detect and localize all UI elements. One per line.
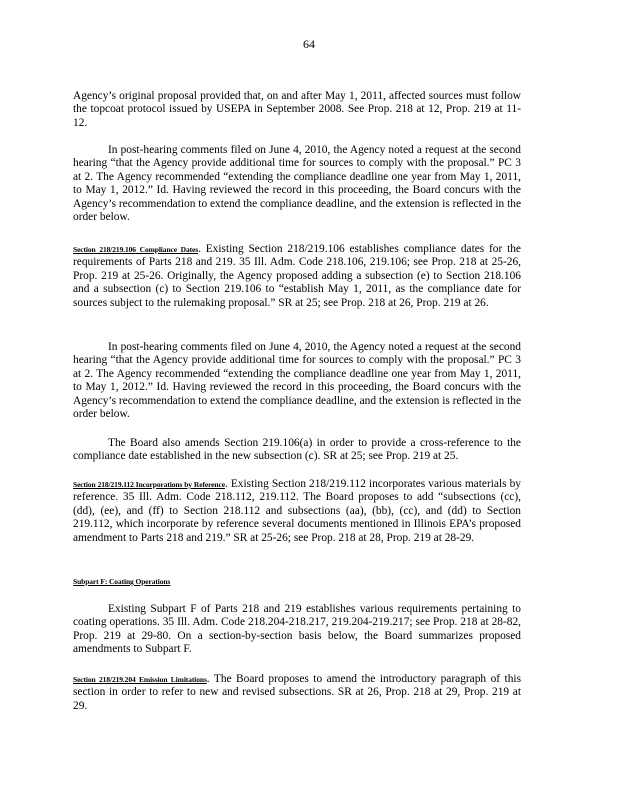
section-112-paragraph — [73, 478, 521, 545]
paragraph-3 — [73, 341, 521, 421]
paragraph-1 — [73, 90, 521, 130]
section-112-text: . Existing Section 218/219.112 incorporates various materials by reference. 35 Ill. Adm. Code 218.112, 219.112. The Board proposes to add “subsections (cc), (dd), (ee), and (ff) to Section 218.112 and subsections (aa), (bb), (cc), and (dd) to Section 219.112, which incorporate by reference several documents mentioned in Illinois EPA’s proposed amendment to Parts 218 and 219.” SR at 25-26; see Prop. 218 at 28, Prop. 219 at 28-29. — [73, 478, 521, 544]
section-112-heading: Section 218/219.112 Incorporations by Reference — [73, 480, 225, 489]
section-204-text: . The Board proposes to amend the introductory paragraph of this section in order to refer to new and revised subsections. SR at 26, Prop. 218 at 29, Prop. 219 at 29. — [73, 673, 521, 712]
paragraph-5-text: Existing Subpart F of Parts 218 and 219 establishes various requirements pertaining to coating operations. 35 Ill. Adm. Code 218.204-218.217, 219.204-219.217; see Prop. 218 at 28-82, Prop. 219 at 29-80. On a section-by-section basis below, the Board summarizes proposed amendments to Subpart F. — [73, 603, 521, 656]
section-204 — [73, 673, 521, 713]
section-204-heading: Section 218/219.204 Emission Limitations — [73, 675, 207, 684]
subpart-f-heading-line — [73, 575, 521, 588]
section-204-paragraph — [73, 673, 521, 713]
subpart-f — [73, 575, 521, 588]
section-112 — [73, 478, 521, 545]
paragraph-3-text: In post-hearing comments filed on June 4, 2010, the Agency noted a request at the second hearing “that the Agency provide additional time for sources to comply with the proposal.” PC 3 at 2. The Agency recommended “extending the compliance deadline one year from May 1, 2011, to May 1, 2012.” Id. Having reviewed the record in this proceeding, the Board concurs with the Agency’s recommendation to extend the compliance deadline, and the extension is reflected in the order below. — [73, 341, 521, 421]
paragraph-2 — [73, 144, 521, 224]
paragraph-5 — [73, 603, 521, 657]
paragraph-1-text: Agency’s original proposal provided that, on and after May 1, 2011, affected sources must follow the topcoat protocol issued by USEPA in September 2008. See Prop. 218 at 12, Prop. 219 at 11-12. — [73, 90, 521, 129]
paragraph-4 — [73, 437, 521, 464]
subpart-f-heading: Subpart F: Coating Operations — [73, 577, 171, 586]
section-106-heading: Section 218/219.106 Compliance Dates — [73, 245, 199, 254]
page-number: 64 — [303, 37, 315, 51]
section-106 — [73, 243, 521, 310]
paragraph-4-text: The Board also amends Section 219.106(a) in order to provide a cross-reference to the compliance date established in the new subsection (c). SR at 25; see Prop. 219 at 25. — [73, 437, 521, 463]
section-106-paragraph — [73, 243, 521, 310]
section-106-text: . Existing Section 218/219.106 establishes compliance dates for the requirements of Parts 218 and 219. 35 Ill. Adm. Code 218.106, 219.106; see Prop. 218 at 25-26, Prop. 219 at 25-26. Originally, the Agency proposed adding a subsection (e) to Section 218.106 and a subsection (c) to Section 219.106 to “establish May 1, 2011, as the compliance date for sources subject to the rulemaking proposal.” SR at 25; see Prop. 218 at 26, Prop. 219 at 26. — [73, 243, 521, 309]
paragraph-2-text: In post-hearing comments filed on June 4, 2010, the Agency noted a request at the second hearing “that the Agency provide additional time for sources to comply with the proposal.” PC 3 at 2. The Agency recommended “extending the compliance deadline one year from May 1, 2011, to May 1, 2012.” Id. Having reviewed the record in this proceeding, the Board concurs with the Agency’s recommendation to extend the compliance deadline, and the extension is reflected in the order below. — [73, 144, 521, 224]
